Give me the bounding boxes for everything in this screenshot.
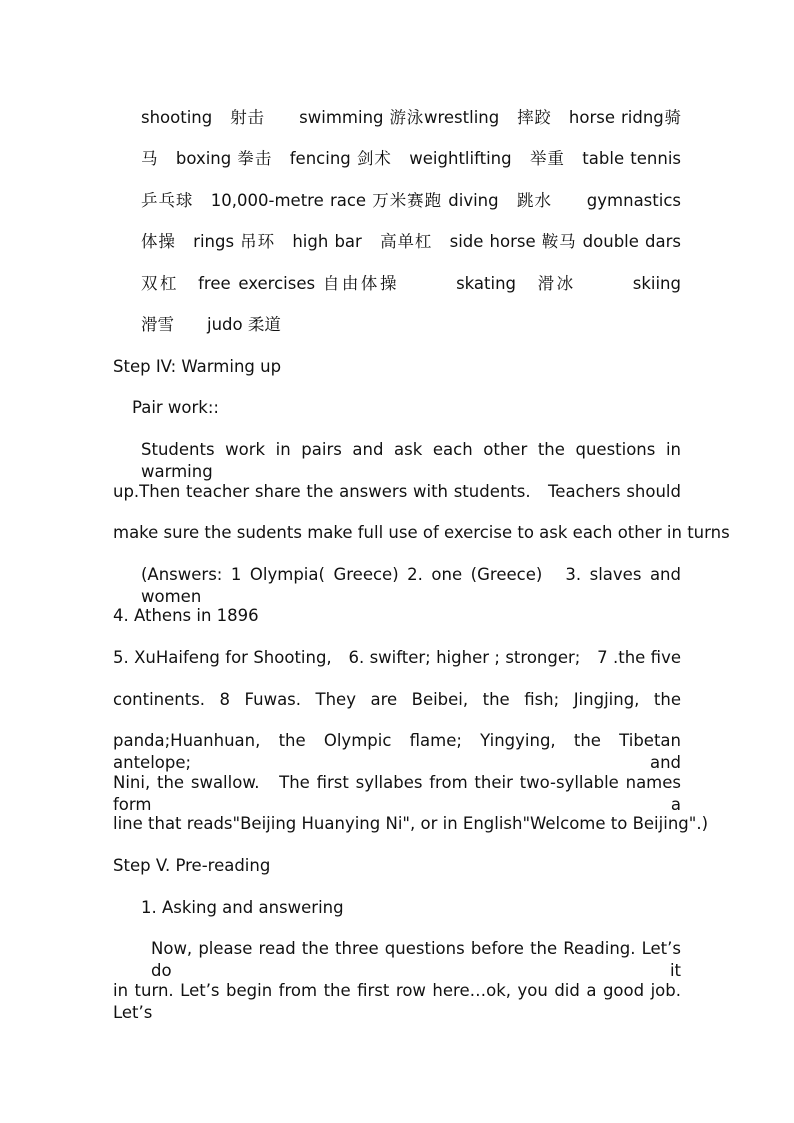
paragraph-line: Now, please read the three questions before the Reading. Let’s do it <box>151 939 681 980</box>
step-v-heading: Step V. Pre-reading <box>113 856 271 875</box>
sports-vocab-line-3: 乒乓球 10,000-metre race 万米赛跑 diving 跳水 gymnastics <box>141 191 681 210</box>
answers-line: continents. 8 Fuwas. They are Beibei, the fish; Jingjing, the <box>113 690 681 709</box>
sports-vocab-line-4: 体操 rings 吊环 high bar 高单杠 side horse 鞍马 double dars <box>141 232 681 251</box>
sports-vocab-line-2: 马 boxing 拳击 fencing 剑术 weightlifting 举重 table tennis <box>141 149 681 168</box>
answers-line: 5. XuHaifeng for Shooting, 6. swifter; higher ; stronger; 7 .the five <box>113 648 681 667</box>
paragraph-line: up.Then teacher share the answers with students. Teachers should <box>113 482 681 501</box>
answers-line: panda;Huanhuan, the Olympic flame; Yingying, the Tibetan antelope; and <box>113 731 681 772</box>
answers-line: Nini, the swallow. The first syllabes from their two-syllable names form a <box>113 773 681 814</box>
paragraph-line: in turn. Let’s begin from the first row here…ok, you did a good job. Let’s <box>113 981 681 1022</box>
sports-vocab-line-1: shooting 射击 swimming 游泳wrestling 摔跤 horse ridng骑 <box>141 108 681 127</box>
paragraph-line: Students work in pairs and ask each other the questions in warming <box>141 440 681 481</box>
answers-line: line that reads"Beijing Huanying Ni", or in English"Welcome to Beijing".) <box>113 814 709 833</box>
sports-vocab-line-6: 滑雪 judo 柔道 <box>141 315 281 334</box>
pair-work-heading: Pair work:: <box>132 398 219 417</box>
answers-line: (Answers: 1 Olympia( Greece) 2. one (Greece) 3. slaves and women <box>141 565 681 606</box>
paragraph-line: make sure the sudents make full use of exercise to ask each other in turns <box>113 523 730 542</box>
answers-line: 4. Athens in 1896 <box>113 606 259 625</box>
step-iv-heading: Step IV: Warming up <box>113 357 282 376</box>
asking-answering-heading: 1. Asking and answering <box>141 898 344 917</box>
sports-vocab-line-5: 双杠 free exercises 自由体操 skating 滑冰 skiing <box>141 274 681 293</box>
